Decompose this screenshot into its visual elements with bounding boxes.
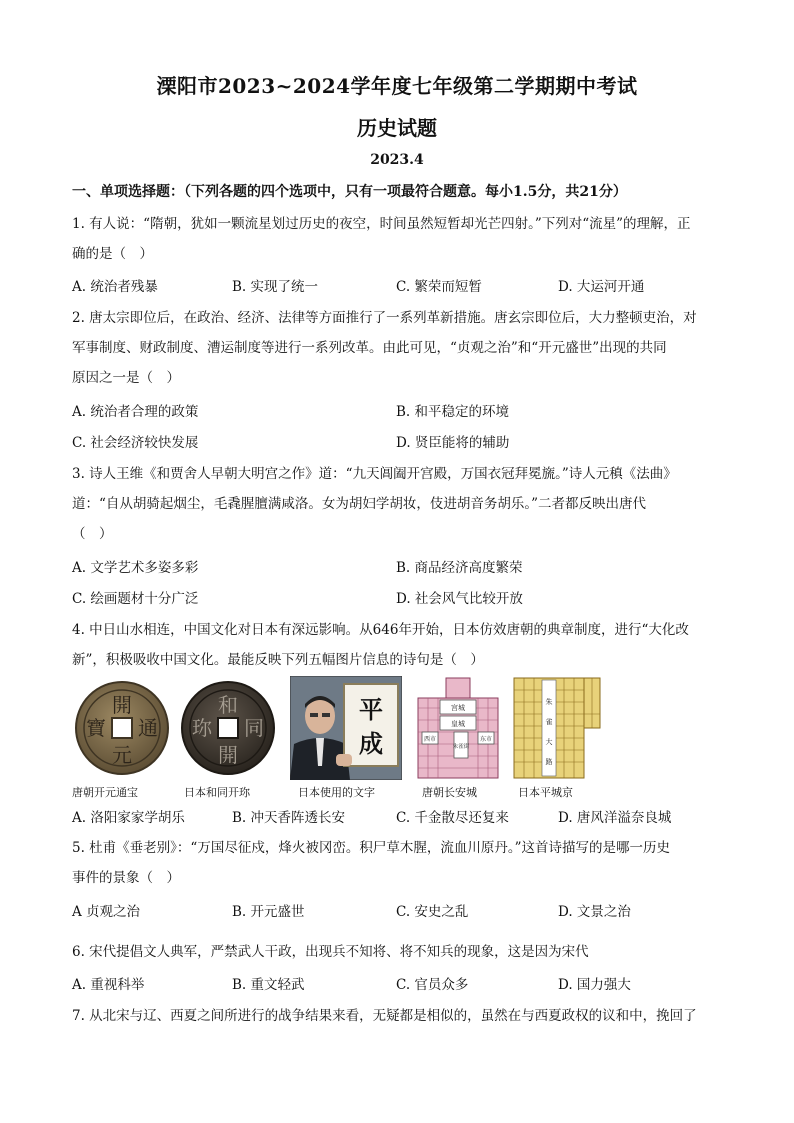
changan-plan-image xyxy=(414,676,502,780)
section-heading: 一、单项选择题：（下列各题的四个选项中，只有一项最符合题意。每小1.5分，共21分） xyxy=(72,184,627,200)
caption-wadokaichin: 日本和同开珎 xyxy=(184,786,250,799)
q1-stem-line1: 1. 有人说：“隋朝，犹如一颗流星划过历史的夜空，时间虽然短暂却光芒四射。”下列对“流星”的理解，正 xyxy=(72,216,691,232)
coin2-char-right: 同 xyxy=(244,716,264,740)
q4-figures xyxy=(72,676,732,802)
q6-stem-line1: 6. 宋代提倡文人典军，严禁武人干政，出现兵不知将、将不知兵的现象，这是因为宋代 xyxy=(72,944,589,960)
plan-label-xishi: 西市 xyxy=(423,736,437,743)
q4-stem-line1: 4. 中日山水相连，中国文化对日本有深远影响。从646年开始，日本仿效唐朝的典章制度，进行“大化改 xyxy=(72,622,689,638)
plan-label-gongcheng: 宫城 xyxy=(451,704,465,712)
q3-option-d[interactable]: D. 社会风气比较开放 xyxy=(396,591,523,607)
q3-stem-line2: 道：“自从胡骑起烟尘，毛毳腥膻满咸洛。女为胡妇学胡妆，伎进胡音务胡乐。”二者都反映出唐代 xyxy=(72,496,647,512)
q1-option-a[interactable]: A. 统治者残暴 xyxy=(72,279,158,295)
q4-option-a[interactable]: A. 洛阳家家学胡乐 xyxy=(72,810,185,826)
heijokyo-plan-image xyxy=(512,676,602,780)
q6-option-c[interactable]: C. 官员众多 xyxy=(396,977,469,993)
heisei-photo-image xyxy=(290,676,402,780)
q5-option-b[interactable]: B. 开元盛世 xyxy=(232,904,305,920)
coin1-char-top: 開 xyxy=(112,693,132,717)
kaiyuan-coin-image xyxy=(74,676,170,780)
heijo-label-4: 路 xyxy=(545,758,553,766)
q2-option-c[interactable]: C. 社会经济较快发展 xyxy=(72,435,199,451)
q4-option-b[interactable]: B. 冲天香阵透长安 xyxy=(232,810,346,826)
exam-subtitle: 历史试题 xyxy=(357,116,437,140)
q2-stem-line2: 军事制度、财政制度、漕运制度等进行一系列改革。由此可见，“贞观之治”和“开元盛世”出现的共同 xyxy=(72,340,667,356)
heijo-label-3: 大 xyxy=(545,738,553,746)
exam-date: 2023.4 xyxy=(370,152,424,168)
q3-option-a[interactable]: A. 文学艺术多姿多彩 xyxy=(72,560,199,576)
q2-option-d[interactable]: D. 贤臣能将的辅助 xyxy=(396,435,510,451)
q5-option-c[interactable]: C. 安史之乱 xyxy=(396,904,469,920)
q3-option-c[interactable]: C. 绘画题材十分广泛 xyxy=(72,591,199,607)
q4-option-d[interactable]: D. 唐风洋溢奈良城 xyxy=(558,810,672,826)
coin2-char-bottom: 開 xyxy=(218,743,238,767)
sign-char-2: 成 xyxy=(359,729,383,758)
coin1-char-left: 寶 xyxy=(86,716,106,740)
coin1-char-bottom: 元 xyxy=(112,743,132,767)
q2-stem-line1: 2. 唐太宗即位后，在政治、经济、法律等方面推行了一系列革新措施。唐玄宗即位后，大力整顿吏治，对 xyxy=(72,310,697,326)
q3-option-b[interactable]: B. 商品经济高度繁荣 xyxy=(396,560,523,576)
coin2-char-top: 和 xyxy=(218,693,238,717)
caption-heisei: 日本使用的文字 xyxy=(298,786,375,799)
q2-stem-line3: 原因之一是（ ） xyxy=(72,370,180,386)
heijo-label-2: 雀 xyxy=(545,718,553,726)
q1-stem-line2: 确的是（ ） xyxy=(72,246,153,262)
q2-option-a[interactable]: A. 统治者合理的政策 xyxy=(72,404,199,420)
q5-stem-line2: 事件的景象（ ） xyxy=(72,870,180,886)
plan-label-zhuque: 朱雀街 xyxy=(452,744,470,750)
exam-title: 溧阳市2023~2024学年度七年级第二学期期中考试 xyxy=(156,74,638,98)
q6-option-d[interactable]: D. 国力强大 xyxy=(558,977,631,993)
q7-stem-line1: 7. 从北宋与辽、西夏之间所进行的战争结果来看，无疑都是相似的，虽然在与西夏政权的议和中，挽回了 xyxy=(72,1008,697,1024)
q1-option-d[interactable]: D. 大运河开通 xyxy=(558,279,645,295)
coin1-char-right: 通 xyxy=(138,716,158,740)
q1-option-b[interactable]: B. 实现了统一 xyxy=(232,279,319,295)
plan-label-huangcheng: 皇城 xyxy=(451,720,465,728)
caption-kaiyuan: 唐朝开元通宝 xyxy=(72,786,138,799)
q5-option-a[interactable]: A 贞观之治 xyxy=(72,904,141,920)
q3-stem-line3: （ ） xyxy=(72,526,113,542)
coin2-char-left: 珎 xyxy=(192,716,212,740)
plan-label-dongshi: 东市 xyxy=(479,736,493,743)
q2-option-b[interactable]: B. 和平稳定的环境 xyxy=(396,404,510,420)
caption-changan: 唐朝长安城 xyxy=(422,786,477,799)
q6-option-a[interactable]: A. 重视科举 xyxy=(72,977,145,993)
q6-option-b[interactable]: B. 重文轻武 xyxy=(232,977,305,993)
q4-option-c[interactable]: C. 千金散尽还复来 xyxy=(396,810,509,826)
q1-option-c[interactable]: C. 繁荣而短暂 xyxy=(396,279,482,295)
q4-stem-line2: 新”，积极吸收中国文化。最能反映下列五幅图片信息的诗句是（ ） xyxy=(72,652,484,668)
caption-heijokyo: 日本平城京 xyxy=(518,786,573,799)
q5-stem-line1: 5. 杜甫《垂老别》：“万国尽征戍，烽火被冈峦。积尸草木腥，流血川原丹。”这首诗描写的是哪一历史 xyxy=(72,840,670,856)
heijo-label-1: 朱 xyxy=(545,698,553,706)
q3-stem-line1: 3. 诗人王维《和贾舍人早朝大明宫之作》道：“九天阊阖开宫殿，万国衣冠拜冕旒。”诗人元稹《法曲》 xyxy=(72,466,677,482)
wadokaichin-coin-image xyxy=(180,676,276,780)
sign-char-1: 平 xyxy=(359,695,383,724)
q5-option-d[interactable]: D. 文景之治 xyxy=(558,904,631,920)
